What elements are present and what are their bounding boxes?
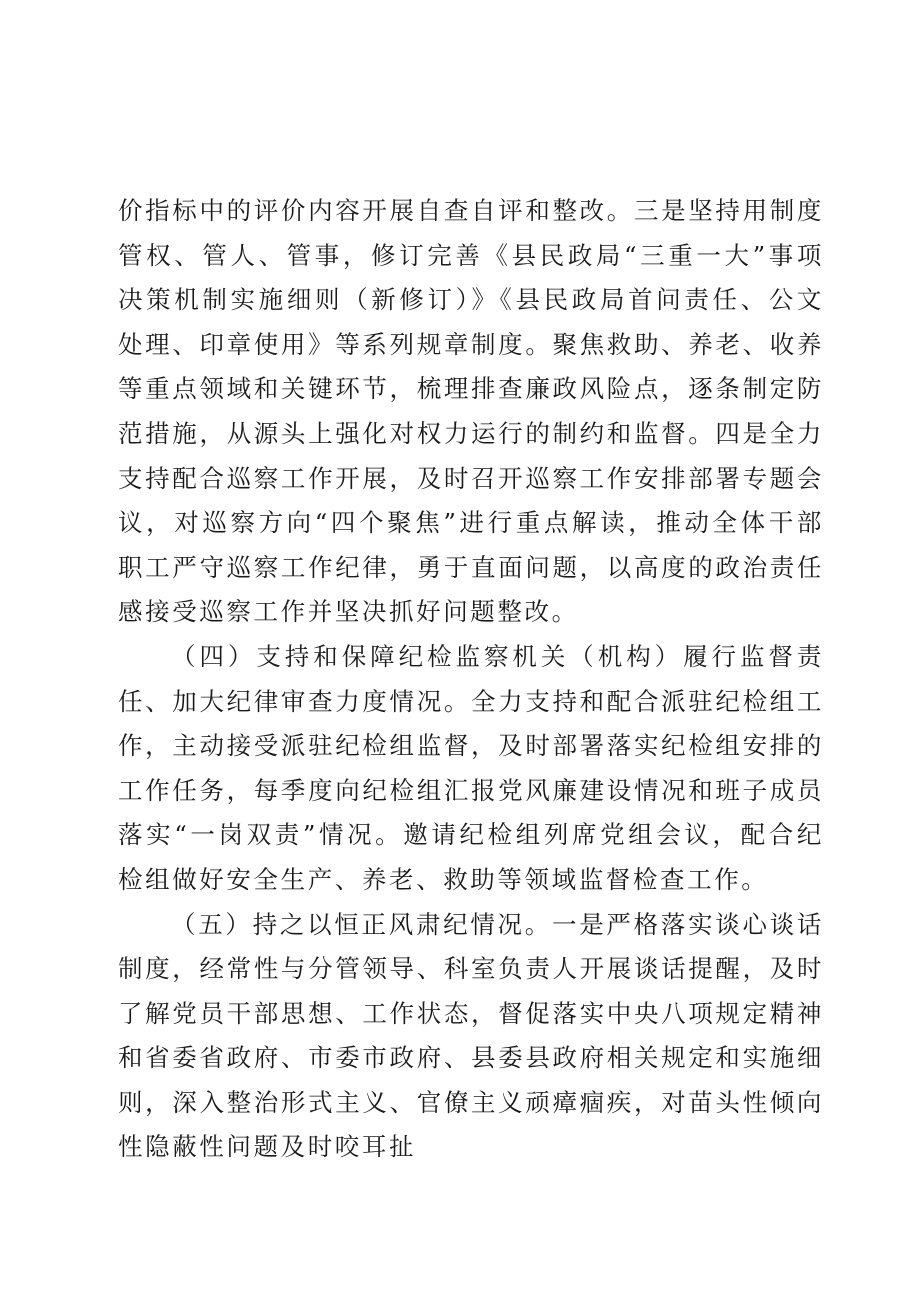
paragraph-continuation: 价指标中的评价内容开展自查自评和整改。三是坚持用制度管权、管人、管事，修订完善《县民政局“三重一大”事项决策机制实施细则（新修订）》《县民政局首问责任、公文处理、印章使用》等系列规章制度。聚焦救助、养老、收养等重点领域和关键环节，梳理排查廉政风险点，逐条制定防范措施，从源头上强化对权力运行的制约和监督。四是全力支持配合巡察工作开展，及时召开巡察工作安排部署专题会议，对巡察方向“四个聚焦”进行重点解读，推动全体干部职工严守巡察工作纪律，勇于直面问题，以高度的政治责任感接受巡察工作并坚决抓好问题整改。 (118, 196, 824, 627)
paragraph-section-5: （五）持之以恒正风肃纪情况。一是严格落实谈心谈话制度，经常性与分管领导、科室负责人开展谈话提醒，及时了解党员干部思想、工作状态，督促落实中央八项规定精神和省委省政府、市委市政府、县委县政府相关规定和实施细则，深入整治形式主义、官僚主义顽瘴痼疾，对苗头性倾向性隐蔽性问题及时咬耳扯 (118, 909, 824, 1162)
paragraph-section-4: （四）支持和保障纪检监察机关（机构）履行监督责任、加大纪律审查力度情况。全力支持和配合派驻纪检组工作，主动接受派驻纪检组监督，及时部署落实纪检组安排的工作任务，每季度向纪检组汇报党风廉建设情况和班子成员落实“一岗双责”情况。邀请纪检组列席党组会议，配合纪检组做好安全生产、养老、救助等领域监督检查工作。 (118, 641, 824, 894)
document-body (118, 189, 824, 1170)
